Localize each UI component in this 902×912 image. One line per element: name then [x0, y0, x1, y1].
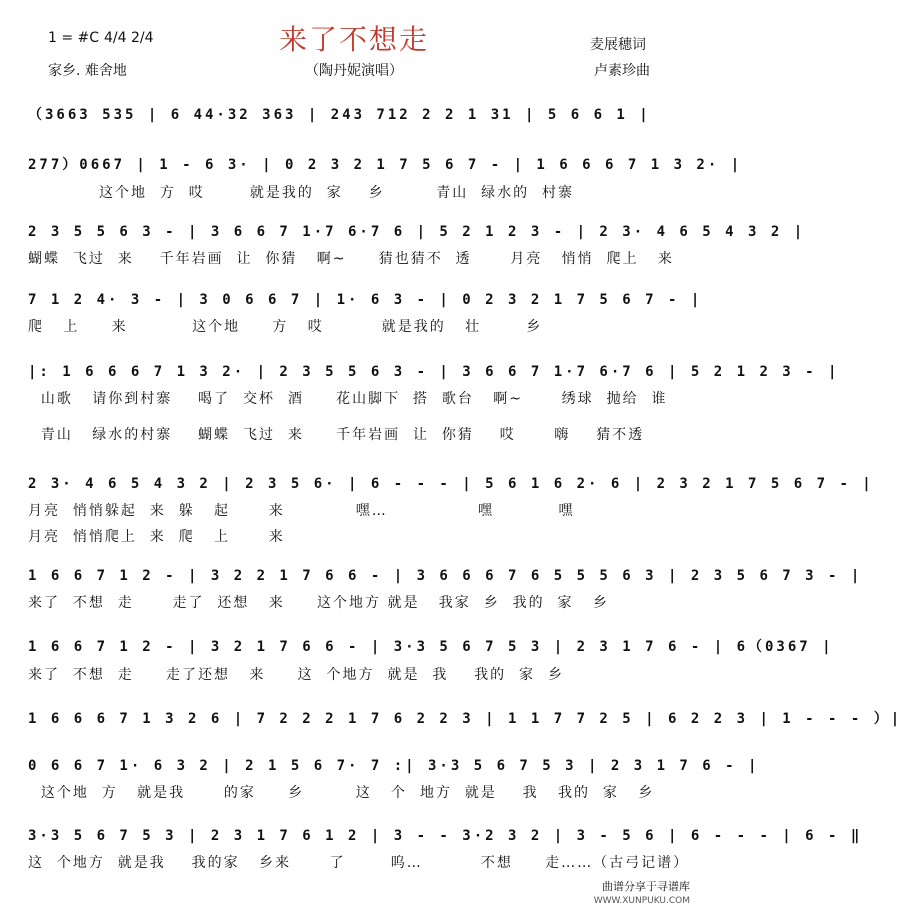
notation-line: 0 6 6 7 1· 6 3 2 | 2 1 5 6 7· 7 :| 3·3 5 6 7 5 3 | 2 3 1 7 6 - | — [28, 758, 760, 774]
watermark — [594, 880, 690, 908]
score-row-10 — [28, 758, 760, 802]
lyric-line: 这个地 方 就是我 的家 乡 这 个 地方 就是 我 我的 家 乡 — [28, 785, 655, 801]
lyric-line: 来了 不想 走 走了 还想 来 这个地方 就是 我家 乡 我的 家 乡 — [28, 595, 609, 611]
region: 家乡. 难舍地 — [48, 63, 127, 79]
score-row-1 — [28, 104, 668, 124]
composer: 卢素珍曲 — [594, 63, 650, 79]
score-row-11 — [28, 828, 863, 872]
notation-line: 2 3 5 5 6 3 - | 3 6 6 7 1·7 6·7 6 | 5 2 1 2 3 - | 2 3· 4 6 5 4 3 2 | — [28, 224, 806, 240]
notation-line: 2 3· 4 6 5 4 3 2 | 2 3 5 6· | 6 - - - | 5 6 1 6 2· 6 | 2 3 2 1 7 5 6 7 - | — [28, 476, 874, 492]
notation-line: 277）0667 | 1 - 6 3· | 0 2 3 2 1 7 5 6 7 - | 1 6 6 6 7 1 3 2· | — [28, 157, 743, 173]
watermark-url: WWW.XUNPUKU.COM — [593, 896, 690, 906]
watermark-text: 曲谱分享于寻谱库 — [602, 880, 690, 893]
score-row-6 — [28, 476, 874, 546]
score-row-2 — [28, 154, 743, 202]
notation-line: （3663 535 | 6 44·32 363 | 243 712 2 2 1 31 | 5 6 6 1 | — [28, 107, 651, 123]
lyric-line-verse-2: 月亮 悄悄爬上 来 爬 上 来 — [28, 529, 285, 545]
lyric-line: 这个地 方 哎 就是我的 家 乡 青山 绿水的 村寨 — [28, 185, 575, 201]
notation-line: 1 6 6 7 1 2 - | 3 2 2 1 7 6 6 - | 3 6 6 6 7 6 5 5 5 6 3 | 2 3 5 6 7 3 - | — [28, 568, 863, 584]
lyric-line: 山歌 请你到村寨 喝了 交杯 酒 花山脚下 搭 歌台 啊~ 绣球 抛给 谁 — [28, 391, 668, 407]
notation-line: 1 6 6 7 1 2 - | 3 2 1 7 6 6 - | 3·3 5 6 7 5 3 | 2 3 1 7 6 - | 6（0367 | — [28, 639, 834, 655]
key-signature: 1 = #C — [48, 30, 100, 46]
singer: （陶丹妮演唱） — [305, 63, 403, 79]
notation-line: 3·3 5 6 7 5 3 | 2 3 1 7 6 1 2 | 3 - - 3·2 3 2 | 3 - 5 6 | 6 - - - | 6 - ‖ — [28, 828, 863, 844]
lyric-line: 这 个地方 就是我 我的家 乡来 了 呜… 不想 走……（古弓记谱） — [28, 855, 690, 871]
score-row-5 — [28, 364, 840, 444]
lyric-line-verse-2: 青山 绿水的村寨 蝴蝶 飞过 来 千年岩画 让 你猜 哎 嗨 猜不透 — [28, 427, 645, 443]
score-row-4 — [28, 292, 703, 336]
lyricist: 麦展穗词 — [590, 37, 646, 53]
notation-line: 1 6 6 6 7 1 3 2 6 | 7 2 2 2 1 7 6 2 2 3 | 1 1 7 7 2 5 | 6 2 2 3 | 1 - - - ）| — [28, 711, 902, 727]
lyric-line: 月亮 悄悄躲起 来 躲 起 来 嘿… 嘿 嘿 — [28, 503, 575, 519]
lyric-line: 蝴蝶 飞过 来 千年岩画 让 你猜 啊~ 猜也猜不 透 月亮 悄悄 爬上 来 — [28, 251, 674, 267]
time-signature: 4/4 2/4 — [104, 30, 154, 46]
notation-line: |: 1 6 6 6 7 1 3 2· | 2 3 5 5 6 3 - | 3 6 6 7 1·7 6·7 6 | 5 2 1 2 3 - | — [28, 364, 840, 380]
score-row-7 — [28, 568, 863, 612]
lyric-line: 爬 上 来 这个地 方 哎 就是我的 壮 乡 — [28, 319, 543, 335]
notation-line: 7 1 2 4· 3 - | 3 0 6 6 7 | 1· 6 3 - | 0 2 3 2 1 7 5 6 7 - | — [28, 292, 703, 308]
lyric-line: 来了 不想 走 走了还想 来 这 个地方 就是 我 我的 家 乡 — [28, 667, 564, 683]
song-title: 来了不想走 — [278, 23, 429, 56]
score-row-8 — [28, 636, 834, 684]
score-row-9 — [28, 708, 902, 728]
score-row-3 — [28, 224, 806, 268]
